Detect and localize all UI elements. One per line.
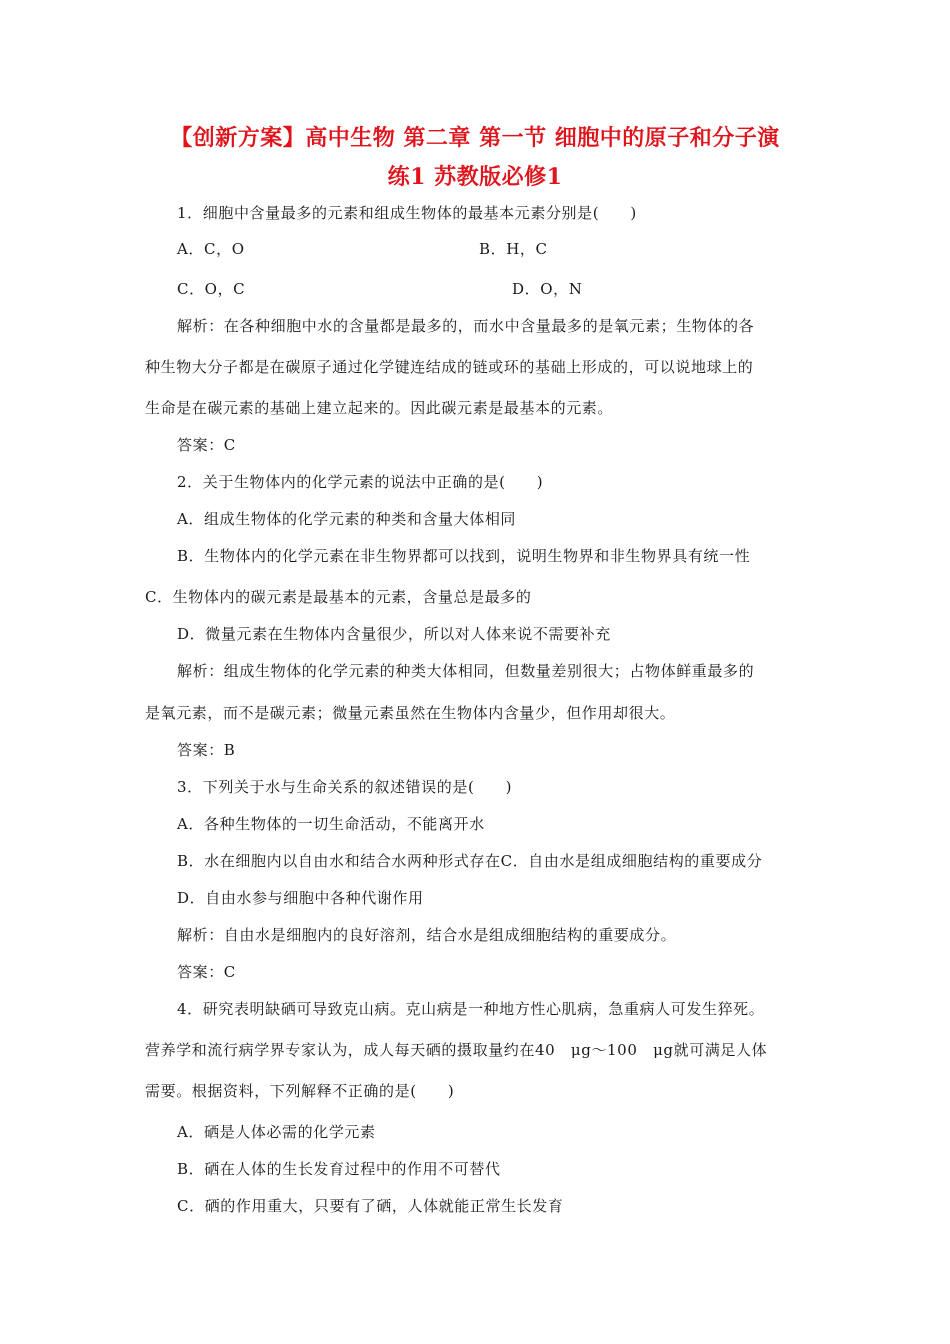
- q2-option-a: A．组成生物体的化学元素的种类和含量大体相同: [177, 510, 517, 528]
- q2-option-b: B．生物体内的化学元素在非生物界都可以找到，说明生物界和非生物界具有统一性: [177, 547, 751, 565]
- q2-analysis-line-2: 是氧元素，而不是碳元素；微量元素虽然在生物体内含量少，但作用却很大。: [145, 704, 676, 722]
- q4-stem-line-1: 4．研究表明缺硒可导致克山病。克山病是一种地方性心肌病，急重病人可发生猝死。: [177, 1000, 765, 1018]
- q4-stem-line-2: 营养学和流行病学界专家认为，成人每天硒的摄取量约在40 μg～100 μg就可满足人体: [145, 1041, 768, 1059]
- q4-option-c: C．硒的作用重大，只要有了硒，人体就能正常生长发育: [177, 1197, 564, 1215]
- q4-stem-line-3: 需要。根据资料，下列解释不正确的是( ): [145, 1082, 455, 1100]
- q2-option-d: D．微量元素在生物体内含量很少，所以对人体来说不需要补充: [177, 625, 611, 643]
- q2-answer: 答案：B: [177, 741, 236, 759]
- q1-analysis-line-3: 生命是在碳元素的基础上建立起来的。因此碳元素是最基本的元素。: [145, 399, 614, 417]
- q1-option-c: C．O，C: [177, 280, 246, 298]
- q3-analysis: 解析：自由水是细胞内的良好溶剂，结合水是组成细胞结构的重要成分。: [177, 926, 677, 944]
- q1-option-a: A．C，O: [177, 240, 245, 258]
- q1-stem: 1．细胞中含量最多的元素和组成生物体的最基本元素分别是( ): [177, 204, 637, 222]
- q3-stem: 3．下列关于水与生命关系的叙述错误的是( ): [177, 778, 513, 796]
- q2-stem: 2．关于生物体内的化学元素的说法中正确的是( ): [177, 473, 544, 491]
- q4-option-b: B．硒在人体的生长发育过程中的作用不可替代: [177, 1160, 501, 1178]
- q2-analysis-line-1: 解析：组成生物体的化学元素的种类大体相同，但数量差别很大；占物体鲜重最多的: [177, 662, 755, 680]
- document-title-line-1: 【创新方案】高中生物 第二章 第一节 细胞中的原子和分子演: [170, 125, 780, 151]
- document-title-line-2: 练1 苏教版必修1: [387, 164, 563, 190]
- q3-option-d: D．自由水参与细胞中各种代谢作用: [177, 889, 424, 907]
- q2-option-c: C．生物体内的碳元素是最基本的元素，含量总是最多的: [145, 588, 532, 606]
- q1-option-b: B．H，C: [479, 240, 548, 258]
- q1-option-d: D．O，N: [512, 280, 583, 298]
- q3-option-bc: B．水在细胞内以自由水和结合水两种形式存在C．自由水是组成细胞结构的重要成分: [177, 852, 763, 870]
- q1-analysis-line-1: 解析：在各种细胞中水的含量都是最多的，而水中含量最多的是氧元素；生物体的各: [177, 317, 755, 335]
- q4-option-a: A．硒是人体必需的化学元素: [177, 1123, 376, 1141]
- q3-option-a: A．各种生物体的一切生命活动，不能离开水: [177, 815, 485, 833]
- q1-answer: 答案：C: [177, 436, 236, 454]
- q3-answer: 答案：C: [177, 963, 236, 981]
- q1-analysis-line-2: 种生物大分子都是在碳原子通过化学键连结成的链或环的基础上形成的，可以说地球上的: [145, 358, 754, 376]
